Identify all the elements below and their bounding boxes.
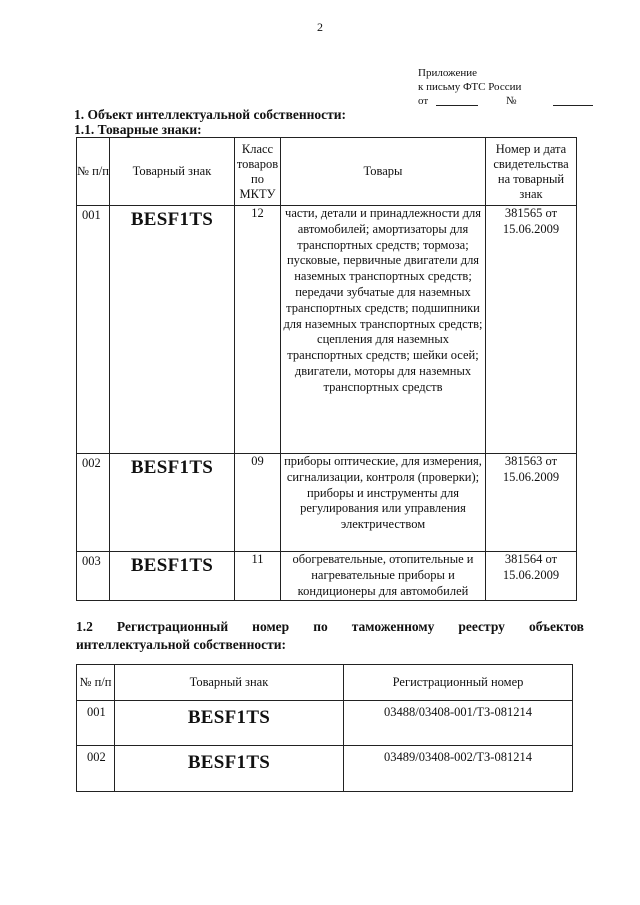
row-num: 002 — [77, 746, 115, 792]
section-1-2-line-1 — [76, 618, 584, 636]
row-mark-cell — [110, 552, 235, 601]
header-mark: Товарный знак — [115, 665, 344, 701]
annex-from-label: от — [418, 95, 429, 107]
section-1-2-word: Регистрационный — [116, 619, 229, 634]
row-num: 003 — [77, 552, 110, 601]
trademark-text: BESF1TS — [187, 752, 271, 773]
header-num: № п/п — [77, 665, 115, 701]
section-1-2-word: таможенному — [351, 619, 435, 634]
section-1-2-word: объектов — [528, 619, 584, 634]
page-number: 2 — [317, 20, 323, 34]
header-mark: Товарный знак — [110, 138, 235, 206]
trademark-text: BESF1TS — [130, 457, 214, 478]
section-1-2-word: по — [313, 619, 328, 634]
row-num: 001 — [77, 206, 110, 454]
row-num: 002 — [77, 454, 110, 552]
section-1-2-word: реестру — [458, 619, 505, 634]
row-mark-cell — [115, 746, 344, 792]
section-1-1-title: 1.1. Товарные знаки: — [74, 122, 202, 137]
header-class: Класс товаров по МКТУ — [235, 138, 281, 206]
row-class: 09 — [235, 454, 281, 552]
table-row — [77, 701, 573, 746]
row-mark-cell — [110, 454, 235, 552]
section-1-2-word: номер — [252, 619, 290, 634]
trademarks-table-header — [77, 138, 577, 206]
table-row — [77, 206, 577, 454]
header-reg-number: Регистрационный номер — [344, 665, 573, 701]
annex-line-2: к письму ФТС России — [418, 81, 522, 93]
row-certificate: 381563 от 15.06.2009 — [486, 454, 577, 552]
header-num: № п/п — [77, 138, 110, 206]
row-reg-number: 03489/03408-002/ТЗ-081214 — [344, 746, 573, 792]
annex-line-1: Приложение — [418, 67, 478, 79]
section-1-2-title — [76, 618, 584, 654]
row-goods: части, детали и принадлежности для автомобилей; амортизаторы для транспортных средств; тормоза; пусковые, первичные двигатели для наземных транспортных средств; передачи зубчатые для наземных транспортных средств; подшипники для наземных транспортных средств; сцепления для наземных транспортных средств; шейки осей; двигатели, моторы для наземных транспортных средств — [281, 206, 486, 454]
row-reg-number: 03488/03408-001/ТЗ-081214 — [344, 701, 573, 746]
trademark-text: BESF1TS — [130, 555, 214, 576]
section-1-title: 1. Объект интеллектуальной собственности: — [74, 107, 347, 122]
table-row — [77, 454, 577, 552]
row-mark-cell — [110, 206, 235, 454]
row-mark-cell — [115, 701, 344, 746]
annex-number-label: № — [506, 95, 517, 107]
row-num: 001 — [77, 701, 115, 746]
trademark-text: BESF1TS — [187, 707, 271, 728]
registration-table — [76, 664, 573, 792]
section-1-2-line-2: интеллектуальной собственности: — [76, 637, 286, 652]
annex-date-blank — [436, 105, 478, 106]
row-certificate: 381564 от 15.06.2009 — [486, 552, 577, 601]
header-certificate: Номер и дата свидетельства на товарный знак — [486, 138, 577, 206]
section-1-2-word: 1.2 — [76, 619, 93, 634]
annex-block — [418, 66, 608, 108]
annex-number-blank — [553, 105, 593, 106]
header-goods: Товары — [281, 138, 486, 206]
table-row — [77, 746, 573, 792]
registration-table-header — [77, 665, 573, 701]
row-goods: приборы оптические, для измерения, сигнализации, контроля (проверки); приборы и инструменты для регулирования или управления электричеством — [281, 454, 486, 552]
table-row — [77, 552, 577, 601]
row-class: 12 — [235, 206, 281, 454]
trademarks-table — [76, 137, 577, 601]
trademark-text: BESF1TS — [130, 209, 214, 230]
row-goods: обогревательные, отопительные и нагревательные приборы и кондиционеры для автомобилей — [281, 552, 486, 601]
row-certificate: 381565 от 15.06.2009 — [486, 206, 577, 454]
row-class: 11 — [235, 552, 281, 601]
annex-date-number-row — [418, 94, 608, 108]
